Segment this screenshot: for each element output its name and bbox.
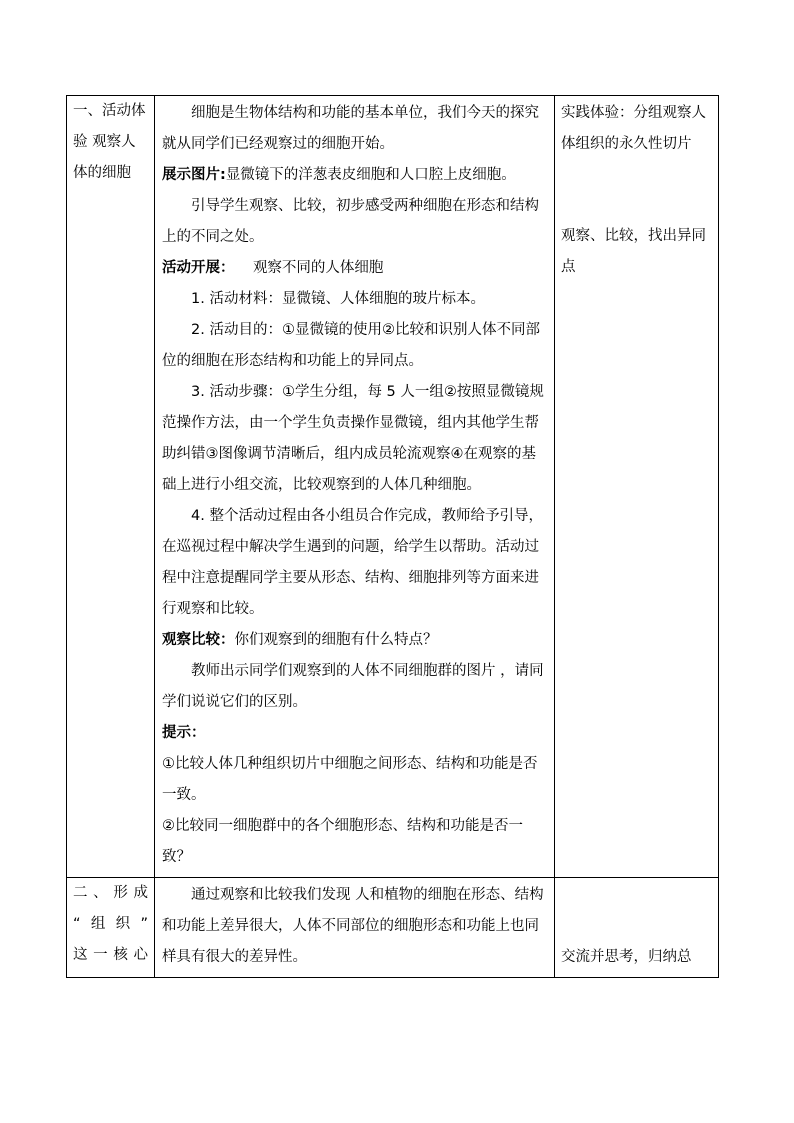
section-heading-line: 二、形成 (73, 885, 148, 901)
activity-item: 4. 整个活动过程由各小组员合作完成，教师给予引导，在巡视过程中解决学生遇到的问题，给学生以帮助。活动过程中注意提醒同学主要从形态、结构、细胞排列等方面来进行观察和比较。 (162, 508, 543, 617)
lesson-plan-table (66, 95, 719, 978)
hint-item: ②比较同一细胞群中的各个细胞形态、结构和功能是否一致？ (162, 818, 523, 865)
activity-label: 活动开展： (162, 260, 235, 276)
student-activity-cell (555, 878, 719, 978)
activity-item: 1. 活动材料：显微镜、人体细胞的玻片标本。 (191, 291, 485, 307)
student-activity-cell (555, 96, 719, 878)
compare-text: 你们观察到的细胞有什么特点？ (234, 632, 438, 648)
student-activity-text: 交流并思考，归纳总 (561, 949, 692, 965)
section-heading-cell (67, 878, 155, 978)
section-heading-line: 体的细胞 (73, 165, 131, 181)
teacher-activity-cell (155, 96, 555, 878)
hint-item: ①比较人体几种组织切片中细胞之间形态、结构和功能是否一致。 (162, 756, 538, 803)
section-heading-line: “组织” (73, 916, 148, 932)
table-row (67, 878, 719, 978)
section-heading-cell (67, 96, 155, 878)
intro-paragraph: 通过观察和比较我们发现 人和植物的细胞在形态、结构和功能上差异很大，人体不同部位的细胞形态和功能上也同样具有很大的差异性。 (162, 887, 544, 965)
teacher-activity-cell (155, 878, 555, 978)
compare-label: 观察比较： (162, 632, 235, 648)
activity-title: 观察不同的人体细胞 (252, 260, 384, 276)
activity-paragraph (162, 253, 548, 284)
section-heading-line: 这一核心 (73, 947, 148, 963)
show-paragraph (162, 160, 548, 191)
table-row (67, 96, 719, 878)
show-text: 显微镜下的洋葱表皮细胞和人口腔上皮细胞。 (225, 167, 516, 183)
intro-paragraph: 细胞是生物体结构和功能的基本单位，我们今天的探究就从同学们已经观察过的细胞开始。 (162, 105, 539, 152)
teacher-paragraph: 教师出示同学们观察到的人体不同细胞群的图片 ，请同学们说说它们的区别。 (162, 663, 544, 710)
student-activity-text: 实践体验：分组观察人体组织的永久性切片 (561, 105, 706, 152)
activity-item: 3. 活动步骤：①学生分组，每 5 人一组②按照显微镜规范操作方法，由一个学生负责操作显微镜，组内其他学生帮助纠错③图像调节清晰后，组内成员轮流观察④在观察的基础上进行小组交流，比较观察到的人体几种细胞。 (162, 384, 544, 493)
section-heading-line: 验 观察人 (73, 134, 136, 150)
show-label: 展示图片: (162, 167, 226, 183)
compare-paragraph (162, 625, 548, 656)
activity-item: 2. 活动目的：①显微镜的使用②比较和识别人体不同部位的细胞在形态结构和功能上的异同点。 (162, 322, 540, 369)
guide-paragraph: 引导学生观察、比较，初步感受两种细胞在形态和结构上的不同之处。 (162, 198, 539, 245)
hint-label: 提示： (162, 725, 206, 741)
student-activity-text: 观察、比较，找出异同点 (561, 228, 706, 275)
section-heading-line: 一、活动体 (73, 103, 146, 119)
